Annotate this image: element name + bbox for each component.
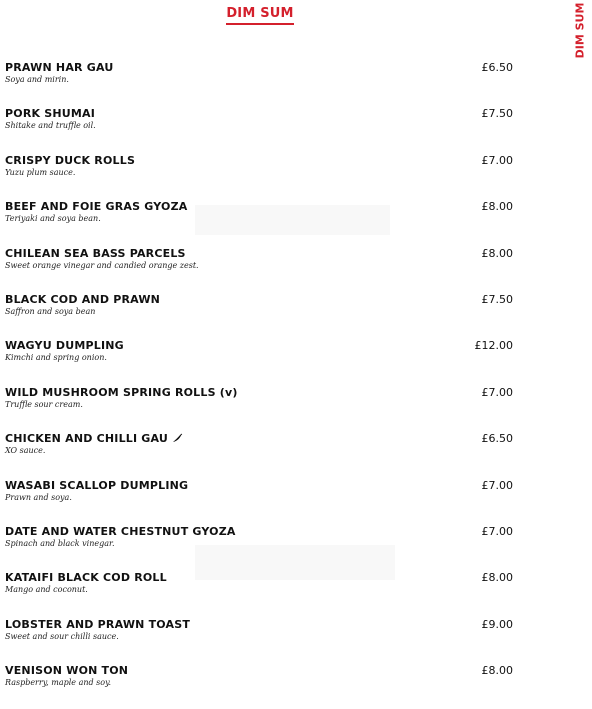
item-price: £12.00 [474, 339, 513, 353]
item-name: CRISPY DUCK ROLLS [5, 153, 136, 167]
chili-icon [172, 433, 183, 446]
item-name: PORK SHUMAI [5, 107, 96, 121]
item-description: Sweet orange vinegar and candied orange zest. [5, 260, 199, 270]
item-description: Saffron and soya bean [5, 306, 96, 316]
item-price: £8.00 [481, 664, 513, 678]
item-description: Kimchi and spring onion. [5, 353, 107, 363]
menu-item [5, 153, 515, 199]
item-price: £7.00 [481, 478, 513, 492]
menu-item [5, 60, 515, 106]
item-price: £6.50 [481, 432, 513, 446]
item-name: CHILEAN SEA BASS PARCELS [5, 246, 186, 260]
item-name: WILD MUSHROOM SPRING ROLLS (v) [5, 385, 238, 399]
item-description: Raspberry, maple and soy. [5, 678, 112, 688]
item-price: £8.00 [481, 200, 513, 214]
menu-item [5, 292, 515, 338]
item-price: £7.00 [481, 153, 513, 167]
item-price: £9.00 [481, 617, 513, 631]
item-description: Teriyaki and soya bean. [5, 214, 101, 224]
item-name: BEEF AND FOIE GRAS GYOZA [5, 200, 188, 214]
item-price: £8.00 [481, 571, 513, 585]
item-price: £7.00 [481, 524, 513, 538]
item-name: PRAWN HAR GAU [5, 61, 114, 74]
item-description: Shitake and truffle oil. [5, 121, 96, 131]
item-description: Soya and mirin. [5, 75, 69, 84]
menu-item [5, 524, 515, 570]
menu-item [5, 617, 515, 663]
item-price: £7.00 [481, 385, 513, 399]
side-section-label: DIM SUM [573, 2, 587, 58]
item-name: LOBSTER AND PRAWN TOAST [5, 617, 191, 631]
item-price: £7.50 [481, 292, 513, 306]
menu-item [5, 570, 515, 616]
item-description: Yuzu plum sauce. [5, 167, 76, 177]
item-description: XO sauce. [5, 446, 46, 456]
side-section-tab [572, 4, 588, 56]
item-description: Truffle sour cream. [5, 399, 83, 409]
item-description: Sweet and sour chilli sauce. [5, 631, 119, 641]
item-name: WASABI SCALLOP DUMPLING [5, 478, 189, 492]
item-name: DATE AND WATER CHESTNUT GYOZA [5, 524, 236, 538]
item-description: Prawn and soya. [5, 492, 72, 502]
item-name: WAGYU DUMPLING [5, 339, 124, 353]
menu-item [5, 663, 515, 709]
menu-item [5, 431, 515, 477]
item-price: £7.50 [481, 107, 513, 121]
item-description: Mango and coconut. [5, 585, 88, 595]
item-name-text: CHICKEN AND CHILLI GAU [5, 432, 169, 446]
item-name: VENISON WON TON [5, 664, 129, 678]
menu-item [5, 106, 515, 152]
item-description: Spinach and black vinegar. [5, 538, 115, 548]
item-price: £8.00 [481, 246, 513, 260]
page-title: DIM SUM [226, 6, 293, 25]
menu-item [5, 199, 515, 245]
item-price: £6.50 [481, 61, 513, 74]
menu-item [5, 338, 515, 384]
item-name: BLACK COD AND PRAWN [5, 292, 161, 306]
menu-list [5, 60, 515, 709]
item-name-with-icon [5, 432, 183, 446]
menu-item [5, 246, 515, 292]
item-name: KATAIFI BLACK COD ROLL [5, 571, 167, 585]
menu-item [5, 478, 515, 524]
page-header [0, 4, 520, 25]
menu-item [5, 385, 515, 431]
